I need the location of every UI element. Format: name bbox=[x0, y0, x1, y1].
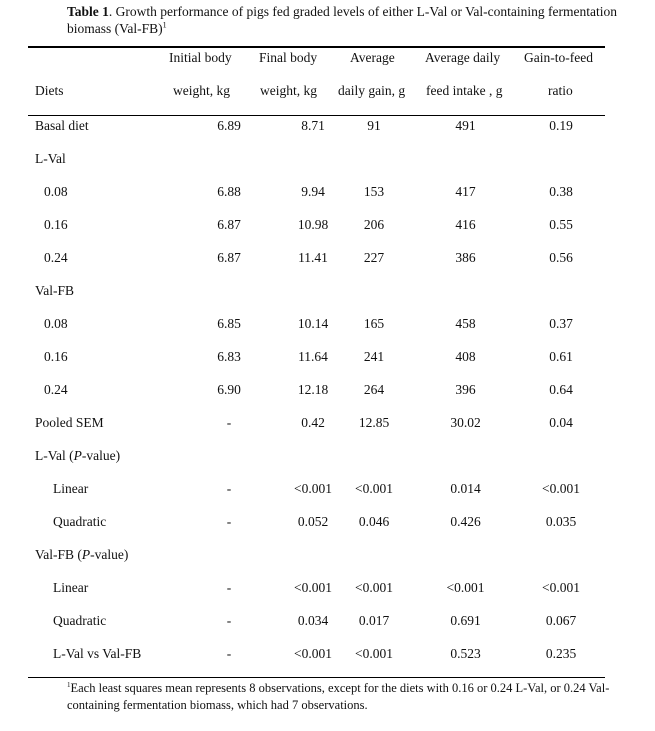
header-final-bw-2: weight, kg bbox=[260, 83, 317, 98]
cell-initial-bw: 6.87 bbox=[217, 217, 241, 232]
row-label-text: Linear bbox=[53, 481, 89, 496]
row-label-text: 0.16 bbox=[44, 217, 68, 232]
header-adfi-2: feed intake , g bbox=[426, 83, 503, 98]
table-row bbox=[28, 472, 605, 505]
cell-adfi: 458 bbox=[455, 316, 476, 331]
cell-final-bw: 0.034 bbox=[297, 613, 329, 628]
row-label-text: 0.08 bbox=[44, 184, 68, 199]
cell-final-bw: <0.001 bbox=[294, 580, 332, 595]
table-row bbox=[28, 274, 605, 307]
cell-initial-bw: - bbox=[226, 580, 232, 595]
cell-adg: 0.046 bbox=[358, 514, 390, 529]
cell-initial-bw: - bbox=[226, 481, 232, 496]
cell-final-bw: 10.14 bbox=[297, 316, 329, 331]
header-diets: Diets bbox=[35, 83, 64, 98]
row-label bbox=[35, 109, 89, 142]
cell-adfi: 386 bbox=[455, 250, 476, 265]
row-label bbox=[53, 571, 88, 604]
cell-final-bw: 0.052 bbox=[297, 514, 329, 529]
table-row bbox=[28, 340, 605, 373]
cell-gf: 0.56 bbox=[549, 250, 573, 265]
table-caption bbox=[67, 3, 627, 37]
row-label bbox=[35, 406, 104, 439]
cell-gf: 0.64 bbox=[549, 382, 573, 397]
table-row bbox=[28, 505, 605, 538]
cell-initial-bw: 6.83 bbox=[217, 349, 241, 364]
header-gf-2: ratio bbox=[548, 83, 573, 98]
cell-initial-bw: 6.85 bbox=[217, 316, 241, 331]
table-number: Table 1 bbox=[67, 4, 109, 19]
cell-initial-bw: 6.90 bbox=[217, 382, 241, 397]
row-label-italic: P bbox=[73, 448, 82, 463]
cell-adg: <0.001 bbox=[355, 580, 393, 595]
cell-adfi: 408 bbox=[455, 349, 476, 364]
cell-adg: 153 bbox=[363, 184, 385, 199]
row-label-text: 0.24 bbox=[44, 250, 68, 265]
cell-adfi: 417 bbox=[455, 184, 476, 199]
table-row bbox=[28, 637, 605, 670]
cell-adg: 241 bbox=[363, 349, 385, 364]
cell-gf: <0.001 bbox=[542, 481, 580, 496]
cell-adfi: <0.001 bbox=[446, 580, 485, 595]
header-adg-2: daily gain, g bbox=[338, 83, 406, 98]
row-label-text: Pooled SEM bbox=[35, 415, 104, 430]
row-label-text: L-Val bbox=[35, 151, 66, 166]
row-label bbox=[44, 241, 68, 274]
row-label-text: Basal diet bbox=[35, 118, 89, 133]
row-label-text: L-Val ( bbox=[35, 448, 74, 463]
caption-text: . Growth performance of pigs fed graded levels of either L-Val or Val-containing fermentation biomass (Val-FB) bbox=[67, 4, 617, 36]
cell-adfi: 0.523 bbox=[450, 646, 481, 661]
row-label bbox=[44, 373, 68, 406]
row-label-text: Val-FB ( bbox=[35, 547, 82, 562]
cell-final-bw: 0.42 bbox=[301, 415, 325, 430]
table-row bbox=[28, 241, 605, 274]
cell-gf: <0.001 bbox=[542, 580, 580, 595]
cell-adfi: 0.691 bbox=[450, 613, 481, 628]
cell-adg: <0.001 bbox=[355, 481, 393, 496]
row-label bbox=[35, 538, 128, 571]
row-label-text: 0.24 bbox=[44, 382, 68, 397]
cell-gf: 0.035 bbox=[545, 514, 577, 529]
cell-adg: 12.85 bbox=[358, 415, 390, 430]
cell-gf: 0.38 bbox=[549, 184, 573, 199]
row-label bbox=[53, 637, 141, 670]
cell-final-bw: <0.001 bbox=[294, 646, 332, 661]
cell-adg: 206 bbox=[363, 217, 385, 232]
cell-gf: 0.55 bbox=[549, 217, 573, 232]
cell-adg: 264 bbox=[363, 382, 385, 397]
row-label bbox=[44, 208, 68, 241]
cell-initial-bw: - bbox=[226, 514, 232, 529]
cell-adg: 165 bbox=[363, 316, 385, 331]
row-label bbox=[35, 274, 74, 307]
cell-adg: 0.017 bbox=[358, 613, 390, 628]
row-label-text: Quadratic bbox=[53, 514, 107, 529]
cell-initial-bw: - bbox=[226, 415, 232, 430]
row-label-text: 0.08 bbox=[44, 316, 68, 331]
cell-adg: 91 bbox=[367, 118, 381, 133]
row-label-text: Linear bbox=[53, 580, 89, 595]
row-label bbox=[53, 472, 88, 505]
cell-adfi: 396 bbox=[455, 382, 476, 397]
table-footnote bbox=[67, 680, 627, 714]
table-row bbox=[28, 538, 605, 571]
cell-adfi: 416 bbox=[455, 217, 476, 232]
row-label-text: Val-FB bbox=[35, 283, 75, 298]
row-label bbox=[53, 604, 106, 637]
cell-final-bw: 12.18 bbox=[297, 382, 329, 397]
cell-gf: 0.19 bbox=[549, 118, 573, 133]
table-row bbox=[28, 604, 605, 637]
cell-gf: 0.61 bbox=[549, 349, 573, 364]
cell-final-bw: 11.64 bbox=[298, 349, 328, 364]
row-label-tail: -value) bbox=[81, 448, 121, 463]
cell-adg: 227 bbox=[363, 250, 385, 265]
cell-initial-bw: 6.87 bbox=[217, 250, 241, 265]
cell-initial-bw: 6.89 bbox=[217, 118, 241, 133]
table-row bbox=[28, 109, 605, 142]
row-label bbox=[53, 505, 106, 538]
cell-adfi: 491 bbox=[455, 118, 476, 133]
header-adfi-1: Average daily bbox=[425, 50, 501, 65]
row-label bbox=[35, 142, 66, 175]
cell-adg: <0.001 bbox=[355, 646, 393, 661]
caption-footnote-marker: 1 bbox=[162, 20, 167, 30]
table-row bbox=[28, 373, 605, 406]
cell-gf: 0.235 bbox=[545, 646, 577, 661]
cell-initial-bw: 6.88 bbox=[217, 184, 241, 199]
table-row bbox=[28, 439, 605, 472]
row-label-text: 0.16 bbox=[44, 349, 68, 364]
table-row bbox=[28, 142, 605, 175]
row-label-text: L-Val vs Val-FB bbox=[53, 646, 142, 661]
table-row bbox=[28, 406, 605, 439]
header-final-bw-1: Final body bbox=[259, 50, 318, 65]
bottom-rule bbox=[28, 677, 605, 678]
cell-final-bw: 11.41 bbox=[298, 250, 328, 265]
footnote-marker: 1 bbox=[67, 680, 71, 689]
row-label-italic: P bbox=[81, 547, 91, 562]
header-initial-bw-2: weight, kg bbox=[173, 83, 230, 98]
footnote-text: Each least squares mean represents 8 observations, except for the diets with 0.16 or 0.24 L-Val, or 0.24 Val-containing fermentation biomass, which had 7 observations. bbox=[67, 681, 610, 712]
cell-initial-bw: - bbox=[226, 646, 232, 661]
table-row bbox=[28, 175, 605, 208]
top-rule bbox=[28, 46, 605, 48]
header-gf-1: Gain-to-feed bbox=[524, 50, 593, 65]
header-adg-1: Average bbox=[350, 50, 395, 65]
row-label bbox=[44, 340, 68, 373]
cell-gf: 0.04 bbox=[549, 415, 573, 430]
cell-initial-bw: - bbox=[226, 613, 232, 628]
table-row bbox=[28, 307, 605, 340]
cell-gf: 0.067 bbox=[545, 613, 577, 628]
row-label-tail: -value) bbox=[90, 547, 129, 562]
cell-final-bw: 8.71 bbox=[301, 118, 325, 133]
row-label bbox=[44, 307, 68, 340]
cell-gf: 0.37 bbox=[549, 316, 573, 331]
table-row bbox=[28, 208, 605, 241]
header-initial-bw-1: Initial body bbox=[169, 50, 232, 65]
cell-adfi: 0.426 bbox=[450, 514, 481, 529]
cell-adfi: 30.02 bbox=[450, 415, 481, 430]
cell-adfi: 0.014 bbox=[450, 481, 481, 496]
cell-final-bw: 10.98 bbox=[297, 217, 329, 232]
row-label-text: Quadratic bbox=[53, 613, 107, 628]
table-row bbox=[28, 571, 605, 604]
cell-final-bw: 9.94 bbox=[301, 184, 325, 199]
cell-final-bw: <0.001 bbox=[294, 481, 332, 496]
row-label bbox=[35, 439, 120, 472]
row-label bbox=[44, 175, 68, 208]
